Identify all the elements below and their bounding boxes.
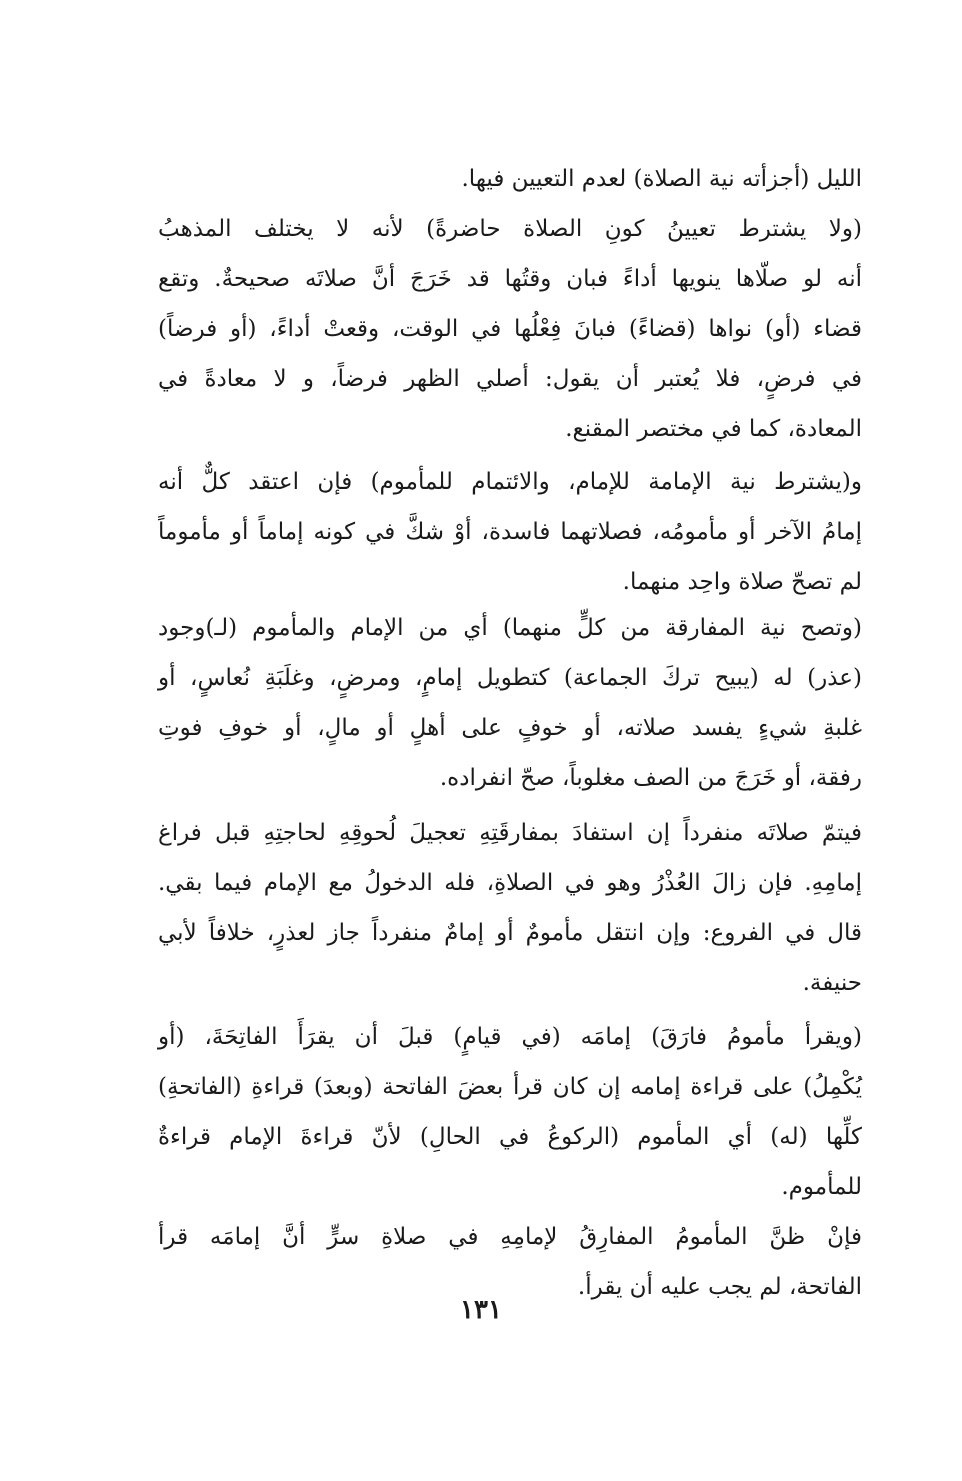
text-line: فإنْ ظنَّ المأمومُ المفارِقُ لإمامِهِ في صلاةِ سرٍّ أنَّ إمامَه قرأ xyxy=(158,1224,862,1250)
text-line: قال في الفروع: وإن انتقل مأمومٌ أو إمامٌ منفرداً جاز لعذرٍ، خلافاً لأبي xyxy=(158,920,862,946)
text-line: غلبةِ شيءٍ يفسد صلاته، أو خوفٍ على أهلٍ أو مالٍ، أو خوفِ فوتِ xyxy=(158,715,862,741)
text-line: (ولا يشترط تعيينُ كونِ الصلاة حاضرةً) لأنه لا يختلف المذهبُ xyxy=(158,216,862,242)
text-line: كلِّها (له) أي المأموم (الركوعُ في الحالِ) لأنّ قراءةَ الإمام قراءةٌ xyxy=(158,1124,862,1150)
text-line: (وتصح نية المفارقة من كلٍّ منهما) أي من الإمام والمأموم (لـ)وجود xyxy=(158,615,862,641)
text-line: (ويقرأ مأمومُ فارَقَ) إمامَه (في قيامٍ) قبلَ أن يقرَأَ الفاتِحَةَ، (أو xyxy=(158,1024,862,1050)
text-line: الفاتحة، لم يجب عليه أن يقرأ. xyxy=(577,1274,862,1300)
text-line: حنيفة. xyxy=(802,970,862,996)
text-line: رفقة، أو خَرَجَ من الصف مغلوباً، صحّ انفراده. xyxy=(439,765,862,791)
text-line: قضاء (أو) نواها (قضاءً) فبانَ فِعْلُها في الوقت، وقعتْ أداءً، (أو فرضاً) xyxy=(158,316,862,342)
text-line: إمامُ الآخر أو مأمومُه، فصلاتهما فاسدة، أوْ شكَّ في كونه إماماً أو مأموماً xyxy=(158,519,862,545)
text-line: أنه لو صلّاها ينويها أداءً فبان وقتُها قد خَرَجَ أنَّ صلاتَه صحيحةٌ. وتقع xyxy=(158,266,862,292)
text-line: الليل (أجزأته نية الصلاة) لعدم التعيين فيها. xyxy=(461,166,862,192)
text-line: يُكْمِلُ) على قراءة إمامه إن كان قرأ بعضَ الفاتحة (وبعدَ) قراءةِ (الفاتحةِ) xyxy=(158,1074,862,1100)
text-line: (عذر) له (يبيح تركَ الجماعة) كتطويل إمامٍ، ومرضٍ، وغلَبَةِ نُعاسٍ، أو xyxy=(158,665,862,691)
text-line: في فرضٍ، فلا يُعتبر أن يقول: أصلي الظهر فرضاً، و لا معادةً في xyxy=(158,366,862,392)
page-number: ١٣١ xyxy=(460,1295,502,1325)
text-line: إمامِهِ. فإن زالَ العُذْرُ وهو في الصلاةِ، فله الدخولُ مع الإمام فيما بقي. xyxy=(158,870,862,896)
text-line: و(يشترط نية الإمامة للإمام، والائتمام للمأموم) فإن اعتقد كلٌّ أنه xyxy=(158,469,862,495)
text-line: لم تصحّ صلاة واحِد منهما. xyxy=(622,569,862,595)
text-line: للمأموم. xyxy=(781,1174,862,1200)
text-line: فيتمّ صلاتَه منفرداً إن استفادَ بمفارقَتِهِ تعجيلَ لُحوقِهِ لحاجتِهِ قبل فراغ xyxy=(158,820,862,846)
text-line: المعادة، كما في مختصر المقنع. xyxy=(565,416,862,442)
